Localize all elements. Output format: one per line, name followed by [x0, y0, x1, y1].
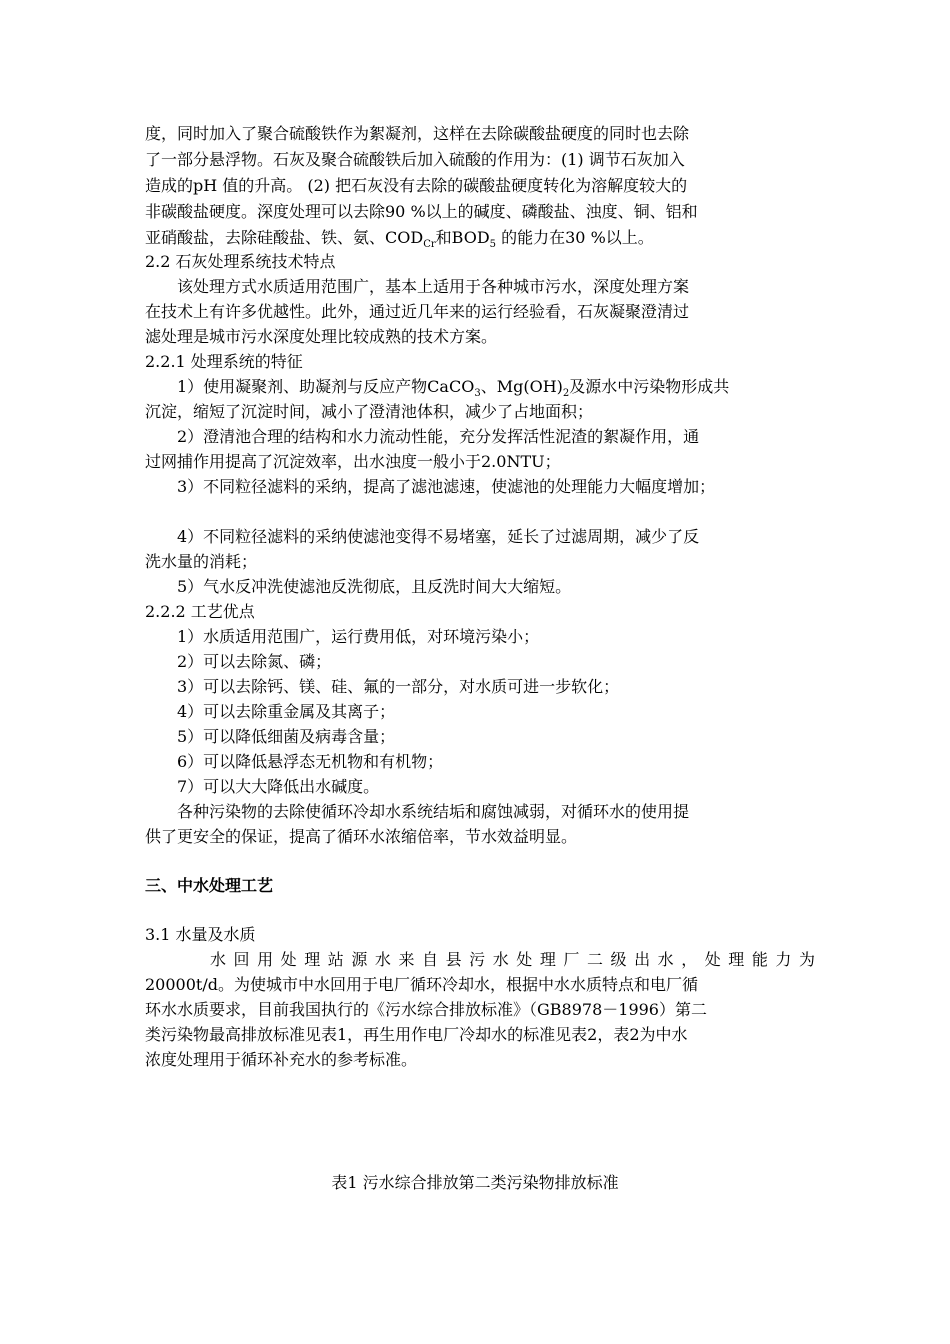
list-item: 3）不同粒径滤料的采纳，提高了滤池滤速，使滤池的处理能力大幅度增加； — [177, 477, 716, 496]
text-line: 过网捕作用提高了沉淀效率，出水浊度一般小于2.0NTU； — [145, 452, 561, 471]
text-line: 沉淀，缩短了沉淀时间，减小了澄清池体积，减少了占地面积； — [145, 402, 594, 421]
list-item: 1）水质适用范围广，运行费用低，对环境污染小； — [177, 627, 540, 646]
list-item: 5）可以降低细菌及病毒含量； — [177, 727, 396, 746]
text-line: 了一部分悬浮物。石灰及聚合硫酸铁后加入硫酸的作用为：(1) 调节石灰加入 — [145, 150, 685, 169]
list-item: 4）不同粒径滤料的采纳使滤池变得不易堵塞，延长了过滤周期，减少了反 — [177, 527, 700, 546]
text-line: 水回用处理站源水来自县污水处理厂二级出水，处理能力为 — [210, 950, 815, 969]
text-span: 和BOD — [435, 228, 490, 247]
text-line: 洗水量的消耗； — [145, 552, 258, 571]
text-line: 浓度处理用于循环补充水的参考标准。 — [145, 1050, 418, 1069]
text-line: 供了更安全的保证，提高了循环水浓缩倍率，节水效益明显。 — [145, 827, 578, 846]
subscript: 3 — [474, 388, 481, 400]
list-item: 3）可以去除钙、镁、硅、氟的一部分，对水质可进一步软化； — [177, 677, 620, 696]
text-line: 环水水质要求，目前我国执行的《污水综合排放标准》（GB8978－1996）第二 — [145, 1000, 707, 1019]
text-line: 造成的pH 值的升高。 (2) 把石灰没有去除的碳酸盐硬度转化为溶解度较大的 — [145, 176, 688, 195]
chapter-heading: 三、中水处理工艺 — [145, 876, 274, 895]
text-line: 该处理方式水质适用范围广，基本上适用于各种城市污水，深度处理方案 — [177, 277, 690, 296]
text-line: 非碳酸盐硬度。深度处理可以去除90 %以上的碱度、磷酸盐、浊度、铜、铝和 — [145, 202, 698, 221]
text-line — [145, 226, 815, 250]
list-item: 5）气水反冲洗使滤池反洗彻底，且反洗时间大大缩短。 — [177, 577, 572, 596]
section-heading: 3.1 水量及水质 — [145, 925, 256, 944]
text-span: 亚硝酸盐，去除硅酸盐、铁、氨、COD — [145, 228, 424, 247]
text-span: 、Mg(OH) — [480, 377, 563, 396]
subscript: Cr — [423, 239, 436, 251]
text-line: 类污染物最高排放标准见表1，再生用作电厂冷却水的标准见表2，表2为中水 — [145, 1025, 688, 1044]
text-line: 在技术上有许多优越性。此外，通过近几年来的运行经验看，石灰凝聚澄清过 — [145, 302, 690, 321]
subscript: 5 — [489, 239, 497, 251]
list-item: 4）可以去除重金属及其离子； — [177, 702, 396, 721]
text-line: 度，同时加入了聚合硫酸铁作为絮凝剂，这样在去除碳酸盐硬度的同时也去除 — [145, 124, 690, 143]
list-item: 7）可以大大降低出水碱度。 — [177, 777, 380, 796]
table-caption: 表1 污水综合排放第二类污染物排放标准 — [331, 1173, 619, 1192]
section-heading: 2.2 石灰处理系统技术特点 — [145, 252, 336, 271]
text-span: 及源水中污染物形成共 — [569, 377, 730, 396]
text-span: 1）使用凝聚剂、助凝剂与反应产物CaCO — [177, 377, 475, 396]
text-line: 各种污染物的去除使循环冷却水系统结垢和腐蚀减弱，对循环水的使用提 — [177, 802, 690, 821]
list-item: 6）可以降低悬浮态无机物和有机物； — [177, 752, 444, 771]
subscript: 2 — [562, 388, 570, 400]
text-line: 20000t/d。为使城市中水回用于电厂循环冷却水，根据中水水质特点和电厂循 — [145, 975, 698, 994]
section-heading: 2.2.1 处理系统的特征 — [145, 352, 303, 371]
text-span: 的能力在30 %以上。 — [496, 228, 654, 247]
list-item — [177, 375, 847, 399]
text-line: 滤处理是城市污水深度处理比较成熟的技术方案。 — [145, 327, 498, 346]
list-item: 2）可以去除氮、磷； — [177, 652, 332, 671]
section-heading: 2.2.2 工艺优点 — [145, 602, 255, 621]
list-item: 2）澄清池合理的结构和水力流动性能，充分发挥活性泥渣的絮凝作用，通 — [177, 427, 700, 446]
